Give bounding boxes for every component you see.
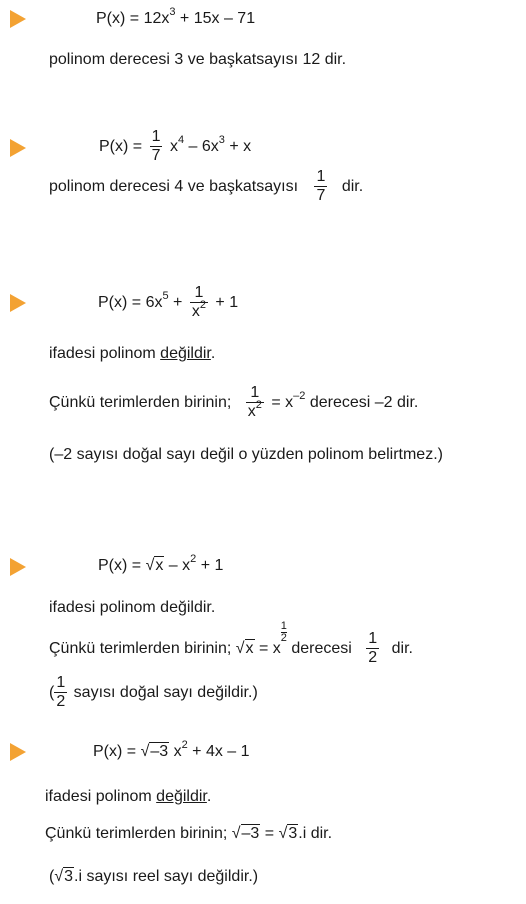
square-root: √–3 — [231, 825, 260, 842]
fraction: $\frac{1}{7}$ — [151, 128, 161, 165]
fraction-exponent: $\frac{1}{2}$ — [280, 619, 287, 645]
bullet-icon — [10, 10, 26, 28]
reason-line-5: Çünkü terimlerden birinin; √–3 = √3.i dir. — [45, 825, 333, 842]
formula-5: P(x) = √–3 $x^2 + 4x - 1$ — [93, 738, 250, 760]
note-line-5: (√3.i sayısı reel sayı değildir.) — [49, 868, 259, 885]
bullet-icon — [10, 139, 26, 157]
formula-4: $P(x) = √x - x^2 + 1$ — [98, 552, 224, 574]
bullet-icon — [10, 743, 26, 761]
square-root: √3 — [54, 868, 74, 885]
fraction: $\frac{1}{x^2}$ — [247, 384, 262, 421]
not-polynomial-line-3: ifadesi polinom değildir. — [49, 345, 216, 362]
fraction: $\frac{1}{2}$ — [56, 674, 66, 711]
square-root: √x — [145, 557, 164, 574]
bullet-icon — [10, 294, 26, 312]
not-polynomial-line-5: ifadesi polinom değildir. — [45, 788, 212, 805]
bullet-icon — [10, 558, 26, 576]
formula-1: $P(x) = 12x^3 + 15x - 71$ — [96, 5, 256, 27]
note-line-4: ( $\frac{1}{2}$ sayısı doğal sayı değildir.) — [49, 674, 258, 711]
formula-3: $P(x) = 6x^5$ + $\frac{1}{x^2}$ + 1 — [98, 284, 239, 321]
description-2: polinom derecesi 4 ve başkatsayısı $\frac{1}{7}$ dir. — [49, 168, 364, 205]
square-root: √3 — [278, 825, 298, 842]
formula-2: P(x) = $\frac{1}{7}$ $x^4 - 6x^3 + x$ — [99, 128, 252, 165]
description-1: polinom derecesi 3 ve başkatsayısı 12 dir. — [49, 51, 347, 68]
reason-line-4: Çünkü terimlerden birinin; √x = x $\frac{1}{2}$ derecesi $\frac{1}{2}$ dir. — [49, 619, 413, 667]
square-root: √x — [235, 639, 254, 657]
fraction: $\frac{1}{7}$ — [316, 168, 326, 205]
fraction: $\frac{1}{2}$ — [368, 630, 378, 667]
fraction: $\frac{1}{x^2}$ — [191, 284, 206, 321]
not-polynomial-line-4: ifadesi polinom değildir. — [49, 599, 216, 616]
note-line-3: (–2 sayısı doğal sayı değil o yüzden polinom belirtmez.) — [49, 446, 443, 463]
square-root: √–3 — [140, 743, 169, 760]
reason-line-3: Çünkü terimlerden birinin; $\frac{1}{x^2}$ = $x^{-2}$ derecesi –2 dir. — [49, 384, 419, 421]
